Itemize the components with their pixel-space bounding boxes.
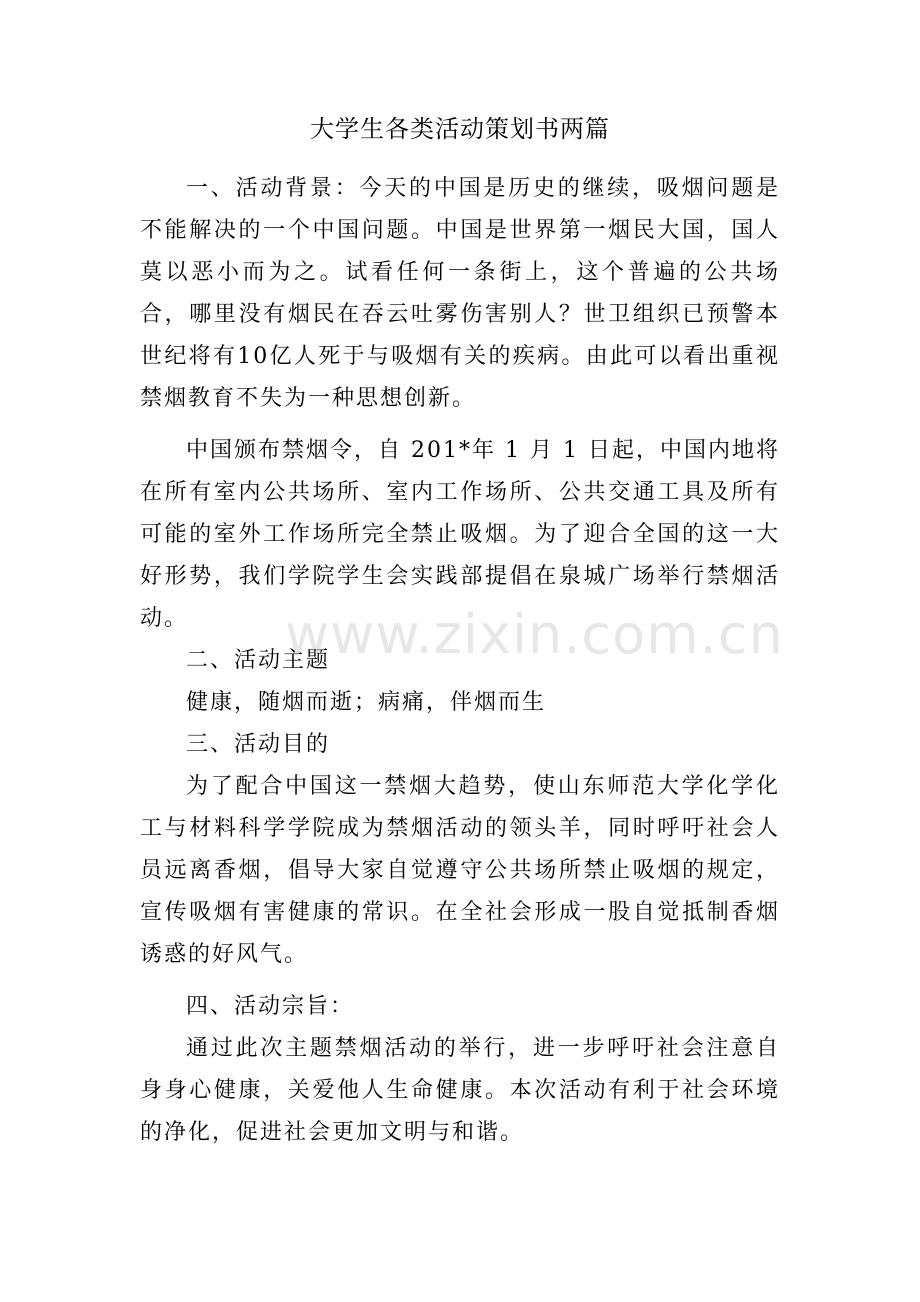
section-heading-theme: 二、活动主题 — [186, 648, 331, 673]
watermark: www.zixin.com.cn — [285, 603, 784, 666]
paragraph-theme-slogan: 健康，随烟而逝；病痛，伴烟而生 — [186, 690, 547, 715]
document-title: 大学生各类活动策划书两篇 — [310, 115, 610, 143]
section-heading-purpose: 三、活动目的 — [186, 732, 331, 757]
paragraph-aim: 通过此次主题禁烟活动的举行，进一步呼吁社会注意自身身心健康，关爱他人生命健康。本次活动有利于社会环境的净化，促进社会更加文明与和谐。 — [140, 1036, 780, 1145]
paragraph-background: 一、活动背景：今天的中国是历史的继续，吸烟问题是不能解决的一个中国问题。中国是世界第一烟民大国，国人莫以恶小而为之。试看任何一条街上，这个普遍的公共场合，哪里没有烟民在吞云吐雾伤害别人？世卫组织已预警本世纪将有10亿人死于与吸烟有关的疾病。由此可以看出重视禁烟教育不失为一种思想创新。 — [140, 176, 780, 411]
paragraph-purpose: 为了配合中国这一禁烟大趋势，使山东师范大学化学化工与材料科学学院成为禁烟活动的领头羊，同时呼吁社会人员远离香烟，倡导大家自觉遵守公共场所禁止吸烟的规定，宣传吸烟有害健康的常识。在全社会形成一股自觉抵制香烟诱惑的好风气。 — [140, 774, 780, 967]
section-heading-aim: 四、活动宗旨： — [186, 994, 355, 1019]
document-body — [140, 168, 780, 1154]
paragraph-smoking-ban: 中国颁布禁烟令，自 201*年 1 月 1 日起，中国内地将在所有室内公共场所、室内工作场所、公共交通工具及所有可能的室外工作场所完全禁止吸烟。为了迎合全国的这一大好形势，我们学院学生会实践部提倡在泉城广场举行禁烟活动。 — [140, 438, 780, 631]
